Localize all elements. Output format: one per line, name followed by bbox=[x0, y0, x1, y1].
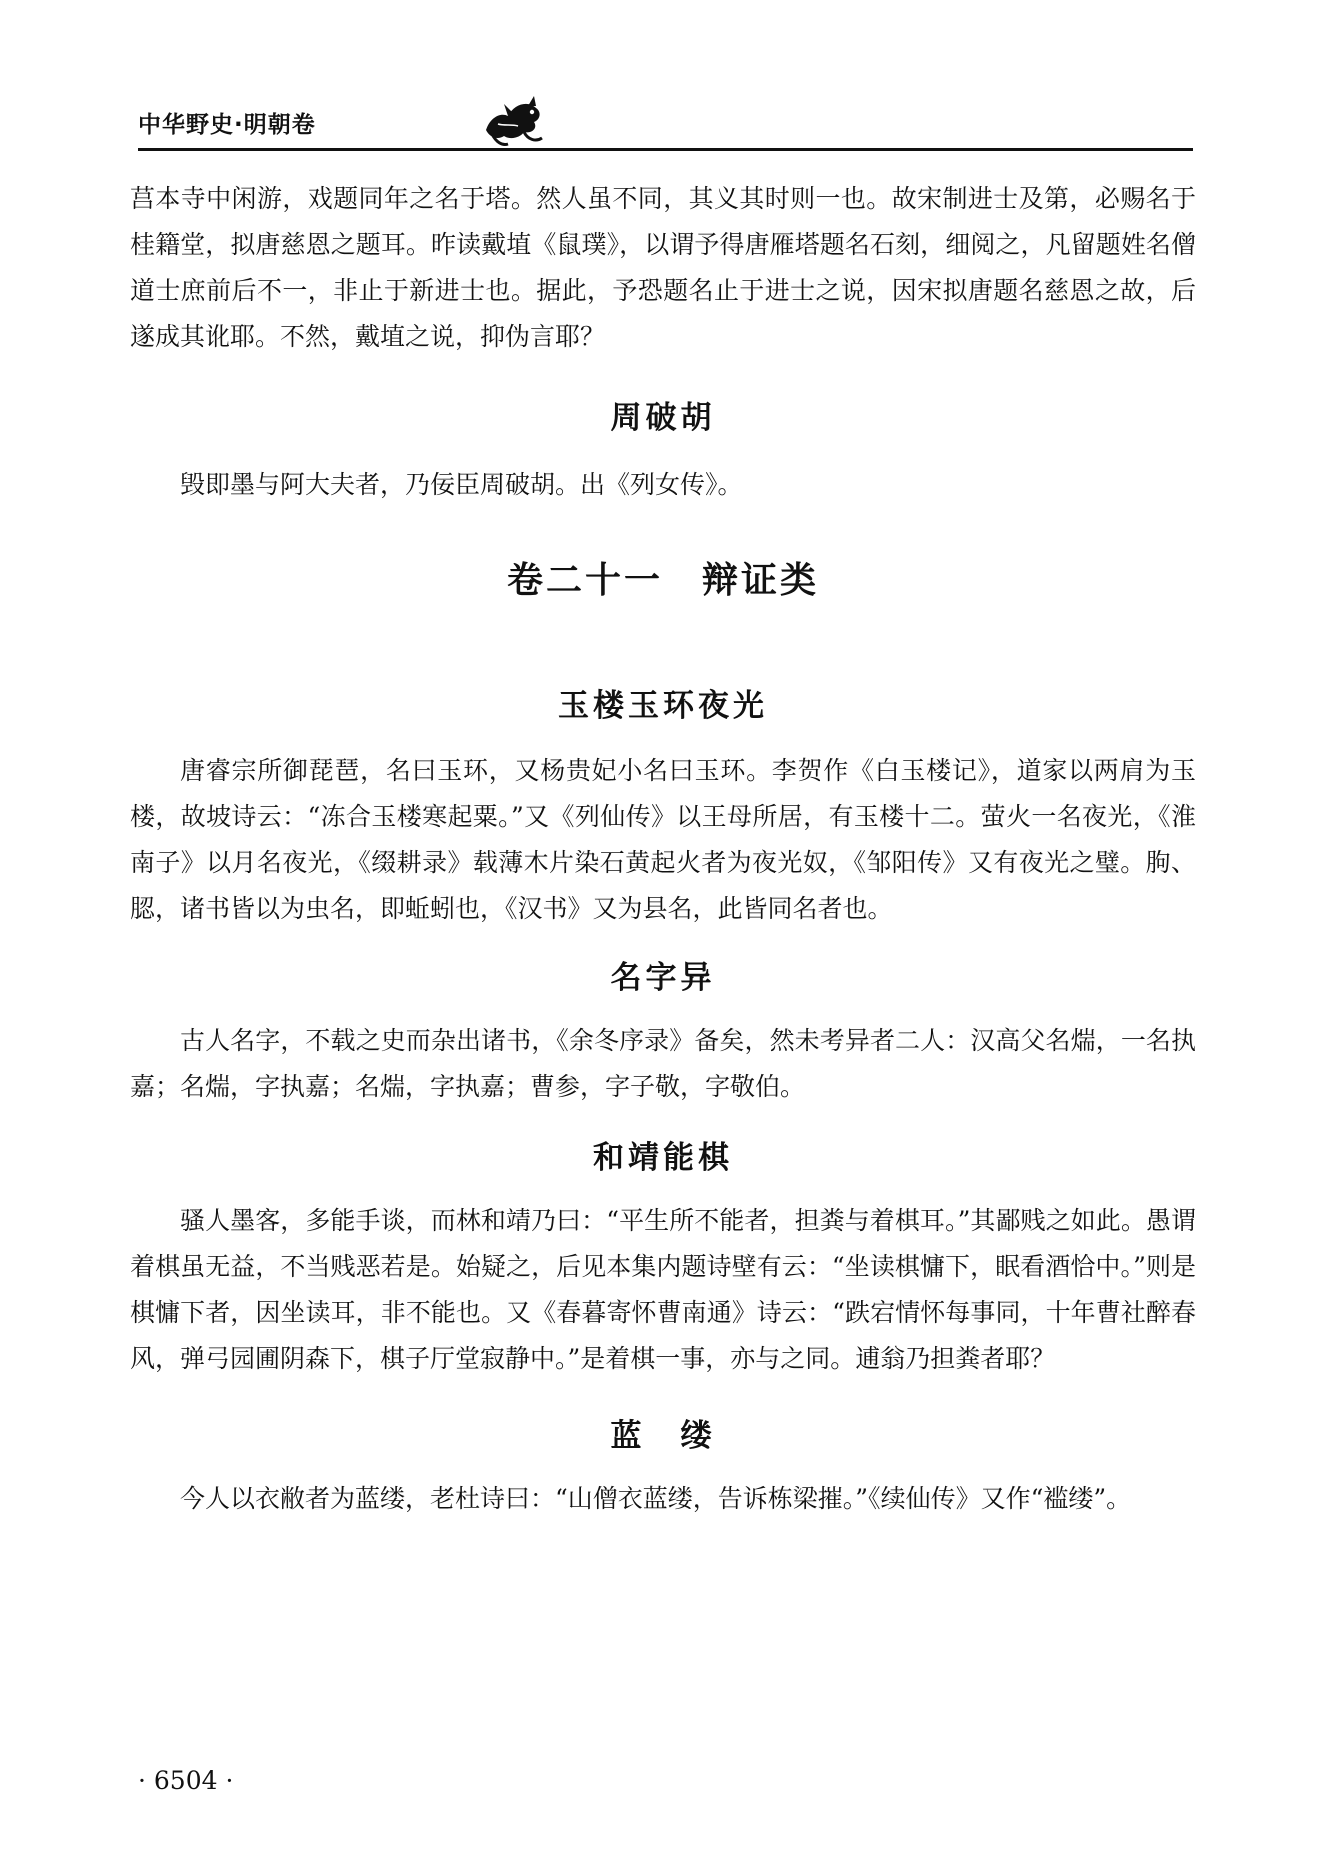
section-text-he-jing: 骚人墨客，多能手谈，而林和靖乃曰：“平生所不能者，担粪与着棋耳。”其鄙贱之如此。愚谓着棋虽无益，不当贱恶若是。始疑之，后见本集内题诗壁有云：“坐读棋慵下，眠看酒恰中。”则是棋慵下者，因坐读耳，非不能也。又《春暮寄怀曹南通》诗云：“跌宕情怀每事同，十年曹社醉春风，弹弓园圃阴森下，棋子厅堂寂静中。”是着棋一事，亦与之同。逋翁乃担粪者耶？ bbox=[130, 1206, 1196, 1373]
page-body bbox=[130, 176, 1196, 1522]
intro-paragraph: 莒本寺中闲游，戏题同年之名于塔。然人虽不同，其义其时则一也。故宋制进士及第，必赐名于桂籍堂，拟唐慈恩之题耳。昨读戴埴《鼠璞》，以谓予得唐雁塔题名石刻，细阅之，凡留题姓名僧道士庶前后不一，非止于新进士也。据此，予恐题名止于进士之说，因宋拟唐题名慈恩之故，后遂成其讹耶。不然，戴埴之说，抑伪言耶？ bbox=[130, 184, 1196, 351]
page-number: · 6504 · bbox=[138, 1766, 234, 1795]
section-text-lan-lv: 今人以衣敝者为蓝缕，老杜诗曰：“山僧衣蓝缕，告诉栋梁摧。”《续仙传》又作“褴缕”。 bbox=[180, 1484, 1132, 1513]
page-header bbox=[138, 96, 1198, 156]
section-heading-yu-lou: 玉楼玉环夜光 bbox=[558, 688, 768, 724]
section-heading-zhou-po-hu: 周破胡 bbox=[610, 400, 716, 436]
dragon-emblem-icon bbox=[478, 90, 548, 150]
section-heading-he-jing: 和靖能棋 bbox=[593, 1140, 733, 1176]
header-rule bbox=[138, 148, 1193, 151]
section-text-zhou-po-hu: 毁即墨与阿大夫者，乃佞臣周破胡。出《列女传》。 bbox=[180, 470, 743, 499]
running-title: 中华野史·明朝卷 bbox=[138, 112, 316, 138]
section-text-yu-lou: 唐睿宗所御琵琶，名曰玉环，又杨贵妃小名曰玉环。李贺作《白玉楼记》，道家以两肩为玉楼，故坡诗云：“冻合玉楼寒起粟。”又《列仙传》以王母所居，有玉楼十二。萤火一名夜光，《淮南子》以月名夜光，《缀耕录》载薄木片染石黄起火者为夜光奴，《邹阳传》又有夜光之璧。朐、䏰，诸书皆以为虫名，即蚯蚓也，《汉书》又为县名，此皆同名者也。 bbox=[130, 756, 1196, 923]
section-text-ming-zi-yi: 古人名字，不载之史而杂出诸书，《余冬序录》备矣，然未考异者二人：汉高父名煓，一名执嘉；名煓，字执嘉；名煓，字执嘉；曹参，字子敬，字敬伯。 bbox=[130, 1026, 1196, 1101]
chapter-heading: 卷二十一 辩证类 bbox=[506, 560, 819, 601]
section-heading-ming-zi-yi: 名字异 bbox=[610, 960, 716, 996]
section-heading-lan-lv: 蓝 缕 bbox=[610, 1418, 716, 1454]
